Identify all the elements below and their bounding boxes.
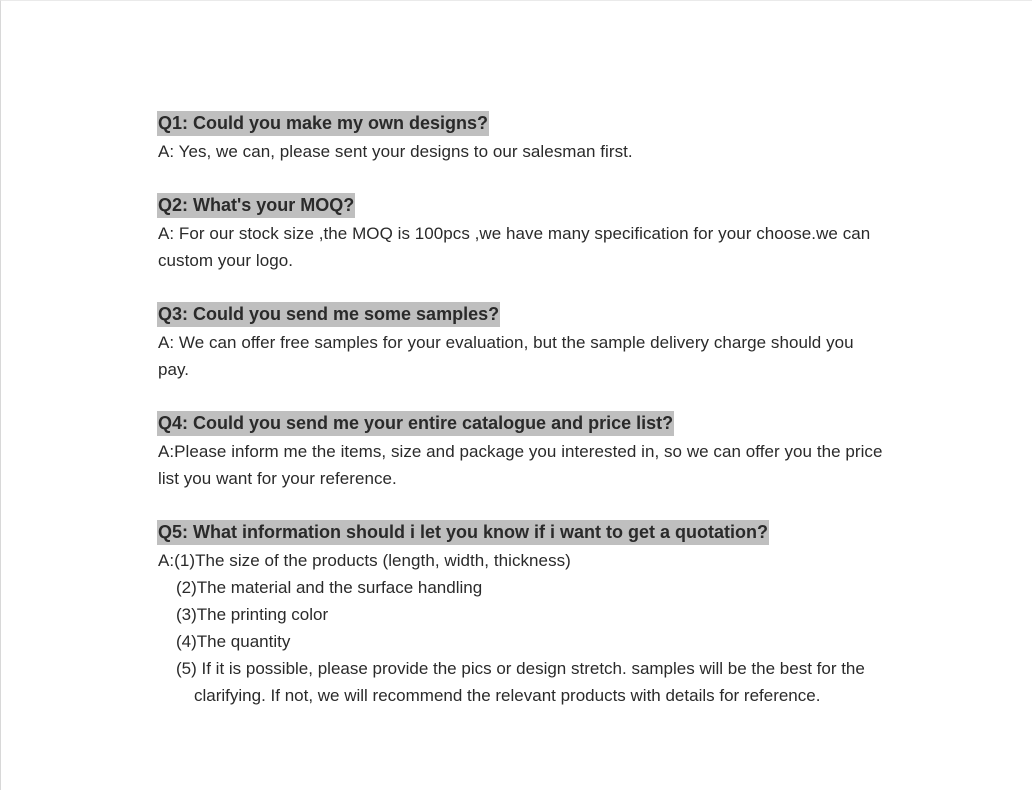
faq-answer: A: We can offer free samples for your evaluation, but the sample delivery charge should you pay. [158,333,854,379]
quotation-list-item: (3)The printing color [176,605,329,624]
faq-question: Q4: Could you send me your entire catalogue and price list? [157,411,674,436]
faq-answer: A: For our stock size ,the MOQ is 100pcs ,we have many specification for your choose.we can custom your logo. [158,224,871,270]
faq-question: Q1: Could you make my own designs? [157,111,489,136]
faq-item-4 [158,410,888,492]
faq-item-5 [158,519,888,709]
faq-item-1 [158,110,888,165]
faq-question: Q5: What information should i let you know if i want to get a quotation? [157,520,769,545]
quotation-list-item: (5) If it is possible, please provide the pics or design stretch. samples will be the best for the clarifying. If not, we will recommend the relevant products with details for reference. [176,659,865,705]
faq-question: Q2: What's your MOQ? [157,193,355,218]
faq-content [158,110,888,709]
faq-question: Q3: Could you send me some samples? [157,302,500,327]
faq-answer: A: Yes, we can, please sent your designs to our salesman first. [158,142,633,161]
faq-item-3 [158,301,888,383]
faq-answer-intro: A:(1)The size of the products (length, width, thickness) [158,551,571,570]
quotation-list-item: (2)The material and the surface handling [176,578,483,597]
faq-item-2 [158,192,888,274]
quotation-list-item: (4)The quantity [176,632,291,651]
faq-answer: A:Please inform me the items, size and package you interested in, so we can offer you the price list you want for your reference. [158,442,883,488]
